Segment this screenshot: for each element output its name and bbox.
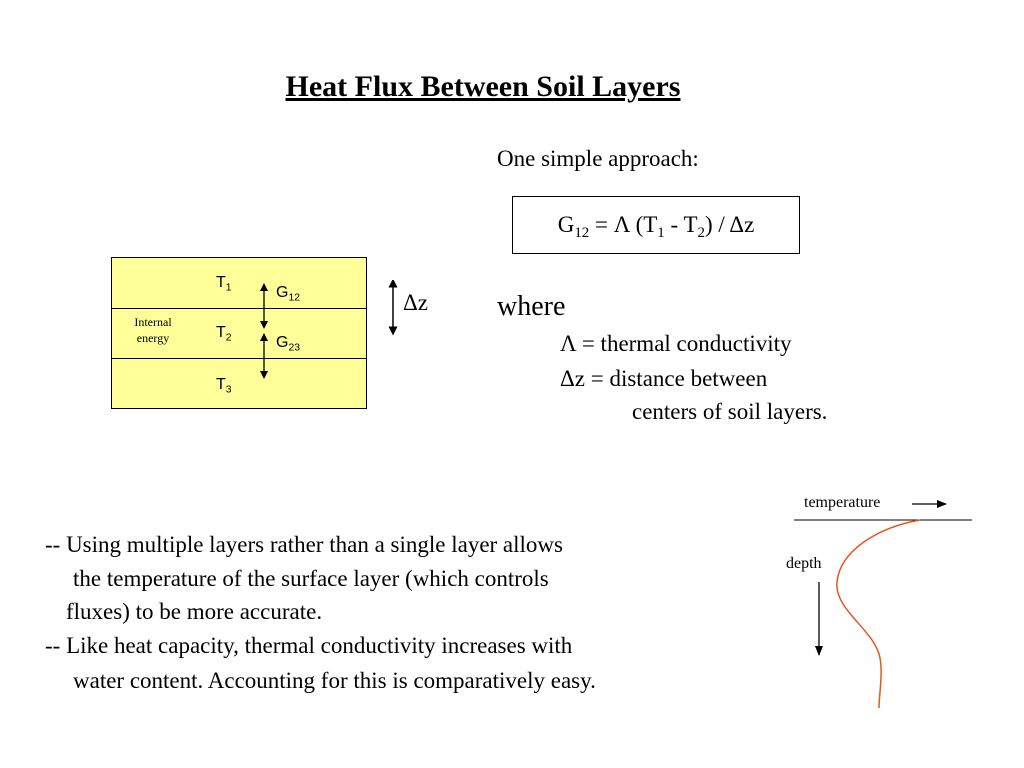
definition-delta-z: Δz = distance between [560, 366, 768, 391]
temperature-profile [780, 490, 980, 720]
layer-temp-label: $T_3$ [216, 376, 232, 396]
flux-label: $G_{23}$ [276, 334, 301, 354]
bullet-line: -- Using multiple layers rather than a single layer allows [45, 532, 563, 557]
dz-arrow [385, 280, 405, 336]
definition-delta-z-continued: centers of soil layers. [632, 399, 828, 424]
layer-temp-label: $T_1$ [216, 274, 232, 294]
depth-axis-label: depth [786, 555, 822, 572]
soil-layers-diagram [111, 257, 367, 409]
bullet-line: the temperature of the surface layer (which controls [73, 566, 549, 591]
layer-temp-label: $T_2$ [216, 324, 232, 344]
flux-label: $G_{12}$ [276, 284, 301, 304]
internal-energy-label: Internal energy [134, 315, 172, 345]
bullet-line: water content. Accounting for this is comparatively easy. [73, 668, 596, 693]
definition-lambda: Λ = thermal conductivity [560, 331, 792, 356]
flux-arrows [111, 257, 367, 409]
bullet-line: fluxes) to be more accurate. [66, 599, 323, 624]
temperature-curve [837, 520, 920, 708]
formula-box [512, 196, 800, 254]
approach-label: One simple approach: [497, 146, 699, 171]
delta-z-label: Δz [403, 290, 428, 315]
bullet-line: -- Like heat capacity, thermal conductivity increases with [45, 633, 573, 658]
temperature-axis-label: temperature [804, 494, 881, 511]
formula: $G_{12} = \Lambda$ $(T_1 - T_2)$ / Δz [557, 212, 755, 242]
slide-title: Heat Flux Between Soil Layers [285, 70, 681, 103]
where-label: where [497, 291, 566, 322]
